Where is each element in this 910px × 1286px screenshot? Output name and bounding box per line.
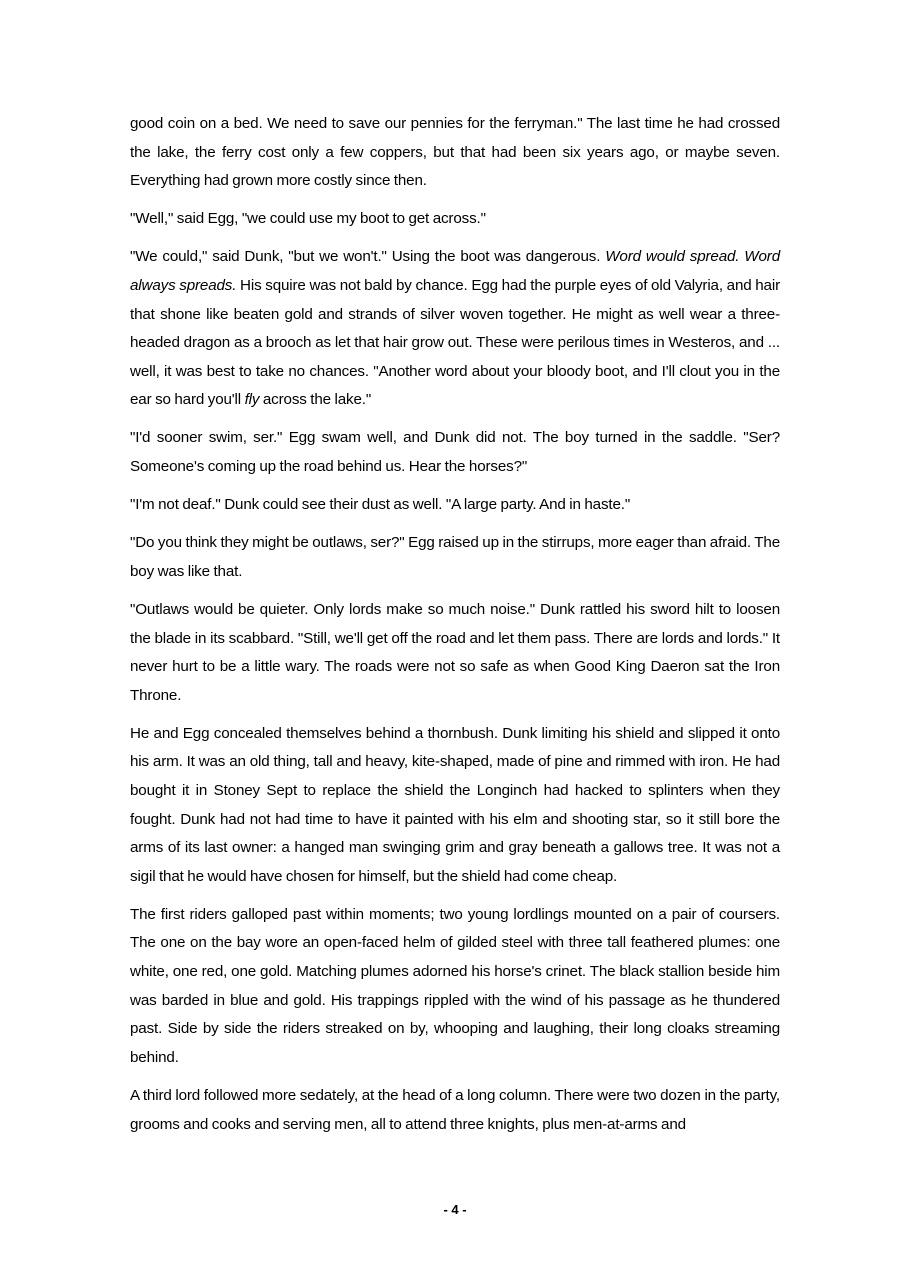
paragraph-8 [130, 720, 780, 892]
paragraph-3 [130, 243, 780, 415]
paragraph-10 [130, 1082, 780, 1139]
paragraph-6 [130, 529, 780, 586]
page-body [130, 110, 780, 1149]
paragraph-text: "I'd sooner swim, ser." Egg swam well, and Dunk did not. The boy turned in the saddle. "Ser? Someone's coming up the road behind us. Hear the horses?" [130, 429, 780, 476]
paragraph-9 [130, 901, 780, 1073]
paragraph-2 [130, 205, 780, 234]
paragraph-text: The first riders galloped past within moments; two young lordlings mounted on a pair of coursers. The one on the bay wore an open-faced helm of gilded steel with three tall feathered plumes: one white, one red, one gold. Matching plumes adorned his horse's crinet. The black stallion beside him was barded in blue and gold. His trappings rippled with the wind of his passage as he thundered past. Side by side the riders streaked on by, whooping and laughing, their long cloaks streaming behind. [130, 905, 780, 1066]
italic-text: fly [244, 391, 260, 409]
paragraph-5 [130, 491, 780, 520]
paragraph-text: "I'm not deaf." Dunk could see their dust as well. "A large party. And in haste." [130, 496, 631, 514]
paragraph-text: "Do you think they might be outlaws, ser?" Egg raised up in the stirrups, more eager than afraid. The boy was like that. [130, 534, 780, 580]
page-number: - 4 - [443, 1202, 467, 1217]
paragraph-text: "Well," said Egg, "we could use my boot to get across." [130, 210, 486, 228]
paragraph-text: He and Egg concealed themselves behind a thornbush. Dunk limiting his shield and slipped it onto his arm. It was an old thing, tall and heavy, kite-shaped, made of pine and rimmed with iron. He had bought it in Stoney Sept to replace the shield the Longinch had hacked to splinters when they fought. Dunk had not had time to have it painted with his elm and shooting star, so it still bore the arms of its last owner: a hanged man swinging grim and gray beneath a gallows tree. It was not a sigil that he would have chosen for himself, but the shield had come cheap. [130, 724, 780, 885]
paragraph-text: A third lord followed more sedately, at the head of a long column. There were two dozen in the party, grooms and cooks and serving men, all to attend three knights, plus men-at-arms and [130, 1086, 780, 1133]
paragraph-text: "Outlaws would be quieter. Only lords make so much noise." Dunk rattled his sword hilt to loosen the blade in its scabbard. "Still, we'll get off the road and let them pass. There are lords and lords." It never hurt to be a little wary. The roads were not so safe as when Good King Daeron sat the Iron Throne. [130, 600, 780, 704]
paragraph-4 [130, 424, 780, 481]
italic-text: Word would spread. Word always spreads. [130, 248, 780, 294]
paragraph-text: His squire was not bald by chance. Egg had the purple eyes of old Valyria, and hair that shone like beaten gold and strands of silver woven together. He might as well wear a three-headed dragon as a brooch as let that hair grow out. These were perilous times in Westeros, and ... well, it was best to take no chances. "Another word about your bloody boot, and I'll clout you in the ear so hard you'll [130, 276, 780, 409]
paragraph-7 [130, 596, 780, 710]
paragraph-text: good coin on a bed. We need to save our pennies for the ferryman." The last time he had crossed the lake, the ferry cost only a few coppers, but that had been six years ago, or maybe seven. Everything had grown more costly since then. [130, 115, 780, 190]
paragraph-1 [130, 110, 780, 196]
paragraph-text: "We could," said Dunk, "but we won't." Using the boot was dangerous. [130, 248, 606, 266]
paragraph-text: across the lake." [259, 391, 372, 409]
